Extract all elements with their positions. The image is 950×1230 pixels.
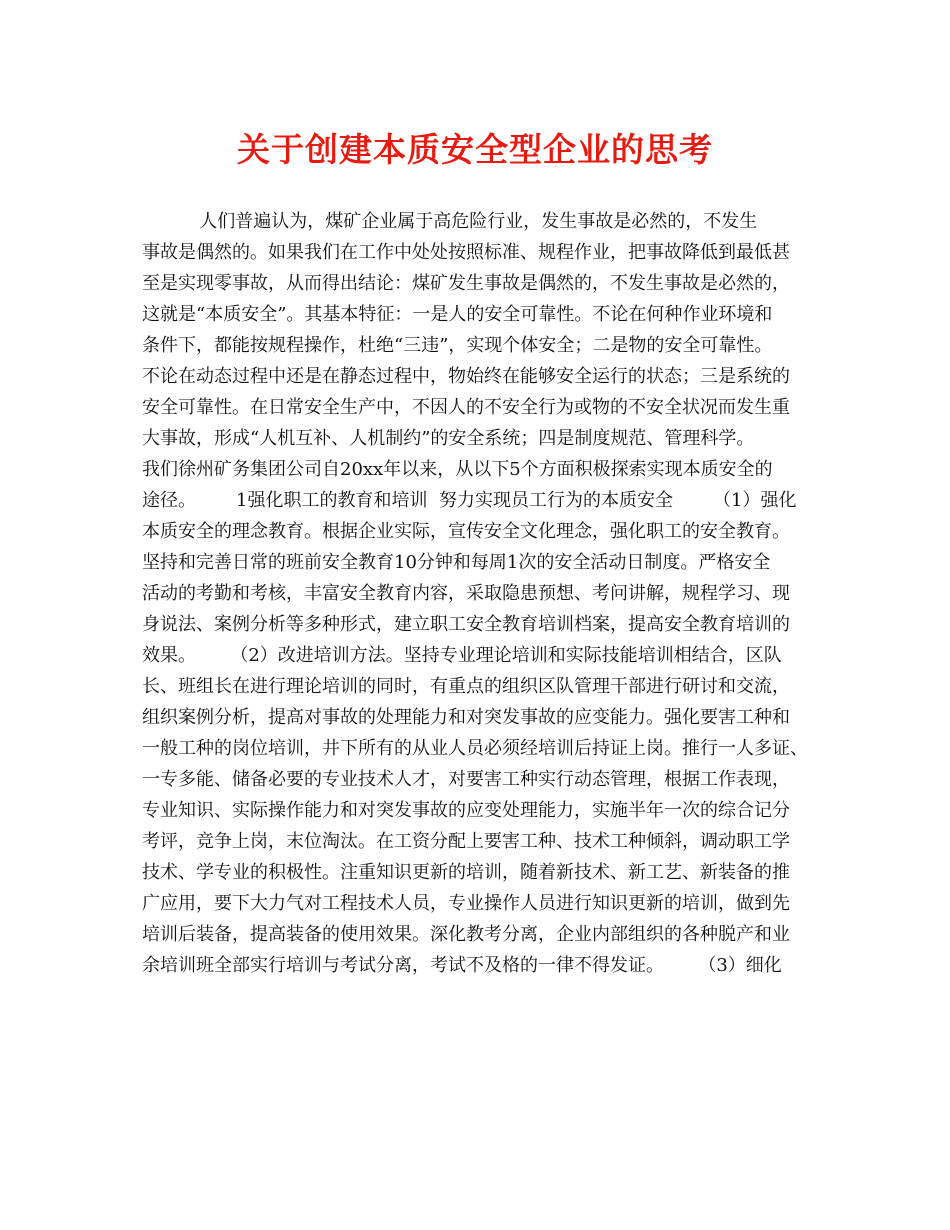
paragraph-line: 活动的考勤和考核，丰富安全教育内容，采取隐患预想、考问讲解，规程学习、现 (142, 583, 790, 604)
paragraph-line: 培训后装备，提高装备的使用效果。深化教考分离，企业内部组织的各种脱产和业 (142, 924, 790, 945)
paragraph-line: 余培训班全部实行培训与考试分离，考试不及格的一律不得发证。 （3）细化 (142, 955, 782, 976)
paragraph-line: 身说法、案例分析等多种形式，建立职工安全教育培训档案，提高安全教育培训的 (142, 614, 790, 635)
paragraph-line: 技术、学专业的积极性。注重知识更新的培训，随着新技术、新工艺、新装备的推 (142, 862, 790, 883)
paragraph-line: 一般工种的岗位培训，井下所有的从业人员必须经培训后持证上岗。推行一人多证、 (142, 738, 808, 759)
paragraph-line: 安全可靠性。在日常安全生产中，不因人的不安全行为或物的不安全状况而发生重 (142, 397, 790, 418)
paragraph-line: 不论在动态过程中还是在静态过程中，物始终在能够安全运行的状态；三是系统的 (142, 366, 790, 387)
paragraph-line: 事故是偶然的。如果我们在工作中处处按照标准、规程作业，把事故降低到最低甚 (142, 242, 790, 263)
document-title: 关于创建本质安全型企业的思考 (237, 130, 713, 169)
paragraph-line: 组织案例分析，提高对事故的处理能力和对突发事故的应变能力。强化要害工种和 (142, 707, 790, 728)
paragraph-line: 效果。 （2）改进培训方法。坚持专业理论培训和实际技能培训相结合，区队 (142, 645, 782, 666)
document-body (142, 206, 822, 981)
paragraph-line: 专业知识、实际操作能力和对突发事故的应变处理能力，实施半年一次的综合记分 (142, 800, 790, 821)
paragraph-line: 我们徐州矿务集团公司自20xx年以来，从以下5个方面积极探索实现本质安全的 (142, 459, 773, 480)
paragraph-line: 大事故，形成“人机互补、人机制约”的安全系统；四是制度规范、管理科学。 (142, 428, 755, 449)
paragraph-line: 这就是“本质安全”。其基本特征：一是人的安全可靠性。不论在何种作业环境和 (142, 304, 773, 325)
paragraph-line: 长、班组长在进行理论培训的同时，有重点的组织区队管理干部进行研讨和交流， (142, 676, 790, 697)
paragraph-line: 坚持和完善日常的班前安全教育10分钟和每周1次的安全活动日制度。严格安全 (142, 552, 771, 573)
paragraph-line: 本质安全的理念教育。根据企业实际，宣传安全文化理念，强化职工的安全教育。 (142, 521, 790, 542)
paragraph-line: 人们普遍认为，煤矿企业属于高危险行业，发生事故是必然的，不发生 (142, 211, 758, 232)
paragraph-line: 途径。 1强化职工的教育和培训 努力实现员工行为的本质安全 （1）强化 (142, 490, 797, 511)
paragraph-line: 考评，竞争上岗，末位淘汰。在工资分配上要害工种、技术工种倾斜，调动职工学 (142, 831, 790, 852)
paragraph-line: 一专多能、储备必要的专业技术人才，对要害工种实行动态管理，根据工作表现， (142, 769, 790, 790)
paragraph-line: 广应用，要下大力气对工程技术人员，专业操作人员进行知识更新的培训，做到先 (142, 893, 790, 914)
paragraph-line: 条件下，都能按规程操作，杜绝“三违”，实现个体安全；二是物的安全可靠性。 (142, 335, 773, 356)
paragraph-line: 至是实现零事故，从而得出结论：煤矿发生事故是偶然的，不发生事故是必然的， (142, 273, 790, 294)
